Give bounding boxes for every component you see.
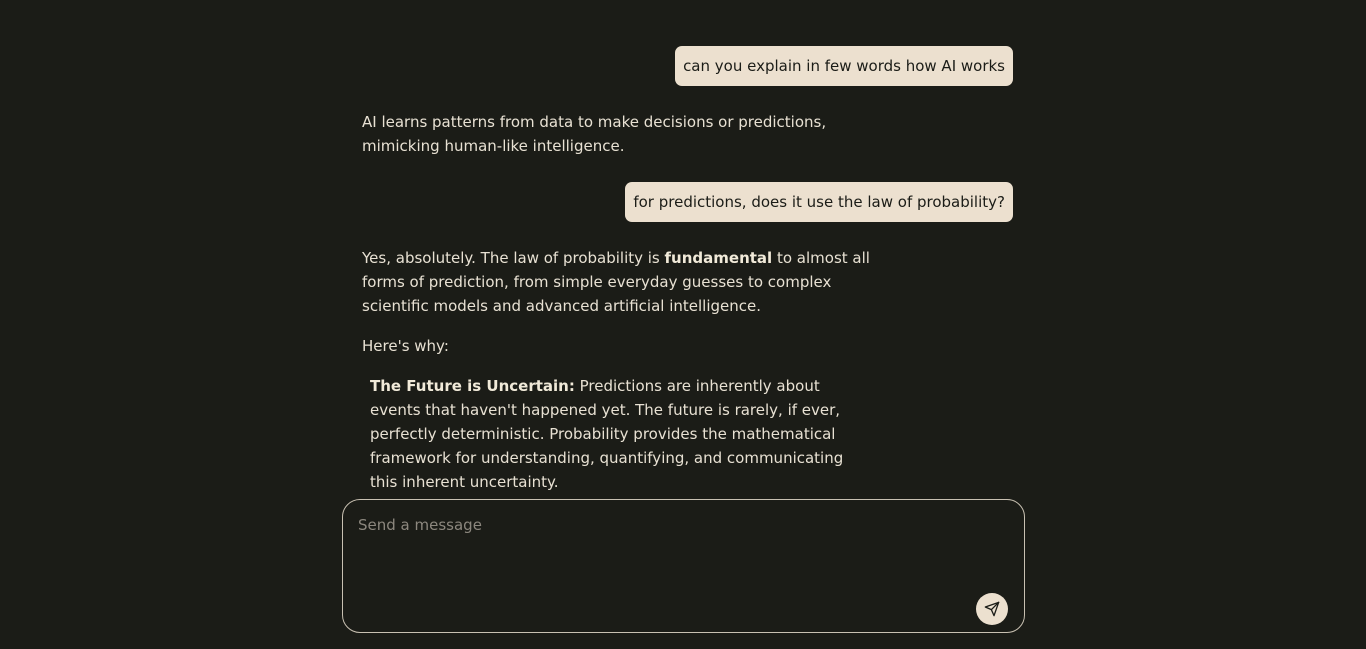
assistant-message-text: AI learns patterns from data to make decisions or predictions, mimicking human-like intelligence.: [362, 113, 827, 155]
reply-intro-before: Yes, absolutely. The law of probability is: [362, 249, 665, 267]
user-message: [625, 182, 1013, 222]
user-message-text: for predictions, does it use the law of probability?: [633, 193, 1005, 211]
assistant-message: [362, 110, 882, 158]
heres-why-text: Here's why:: [362, 337, 449, 355]
assistant-reply-intro: [362, 246, 882, 318]
message-input[interactable]: [358, 516, 958, 576]
point-text: Predictions are inherently about events that haven't happened yet. The future is rarely, if ever, perfectly deterministic. Probability provides the mathematical framework for understanding, quantifying, and communicating this inherent uncertainty.: [370, 377, 844, 491]
point-title: The Future is Uncertain:: [370, 377, 575, 395]
assistant-reply-point: [370, 374, 870, 494]
message-composer: [342, 499, 1025, 633]
paper-plane-icon: [984, 601, 1000, 617]
reply-intro-bold: fundamental: [664, 249, 773, 267]
assistant-reply-heres-why: [362, 334, 882, 358]
send-button[interactable]: [976, 593, 1008, 625]
user-message: [675, 46, 1013, 86]
user-message-text: can you explain in few words how AI works: [683, 57, 1005, 75]
reply-intro-after: to almost all forms of prediction, from simple everyday guesses to complex scientific models and advanced artificial intelligence.: [362, 249, 870, 315]
